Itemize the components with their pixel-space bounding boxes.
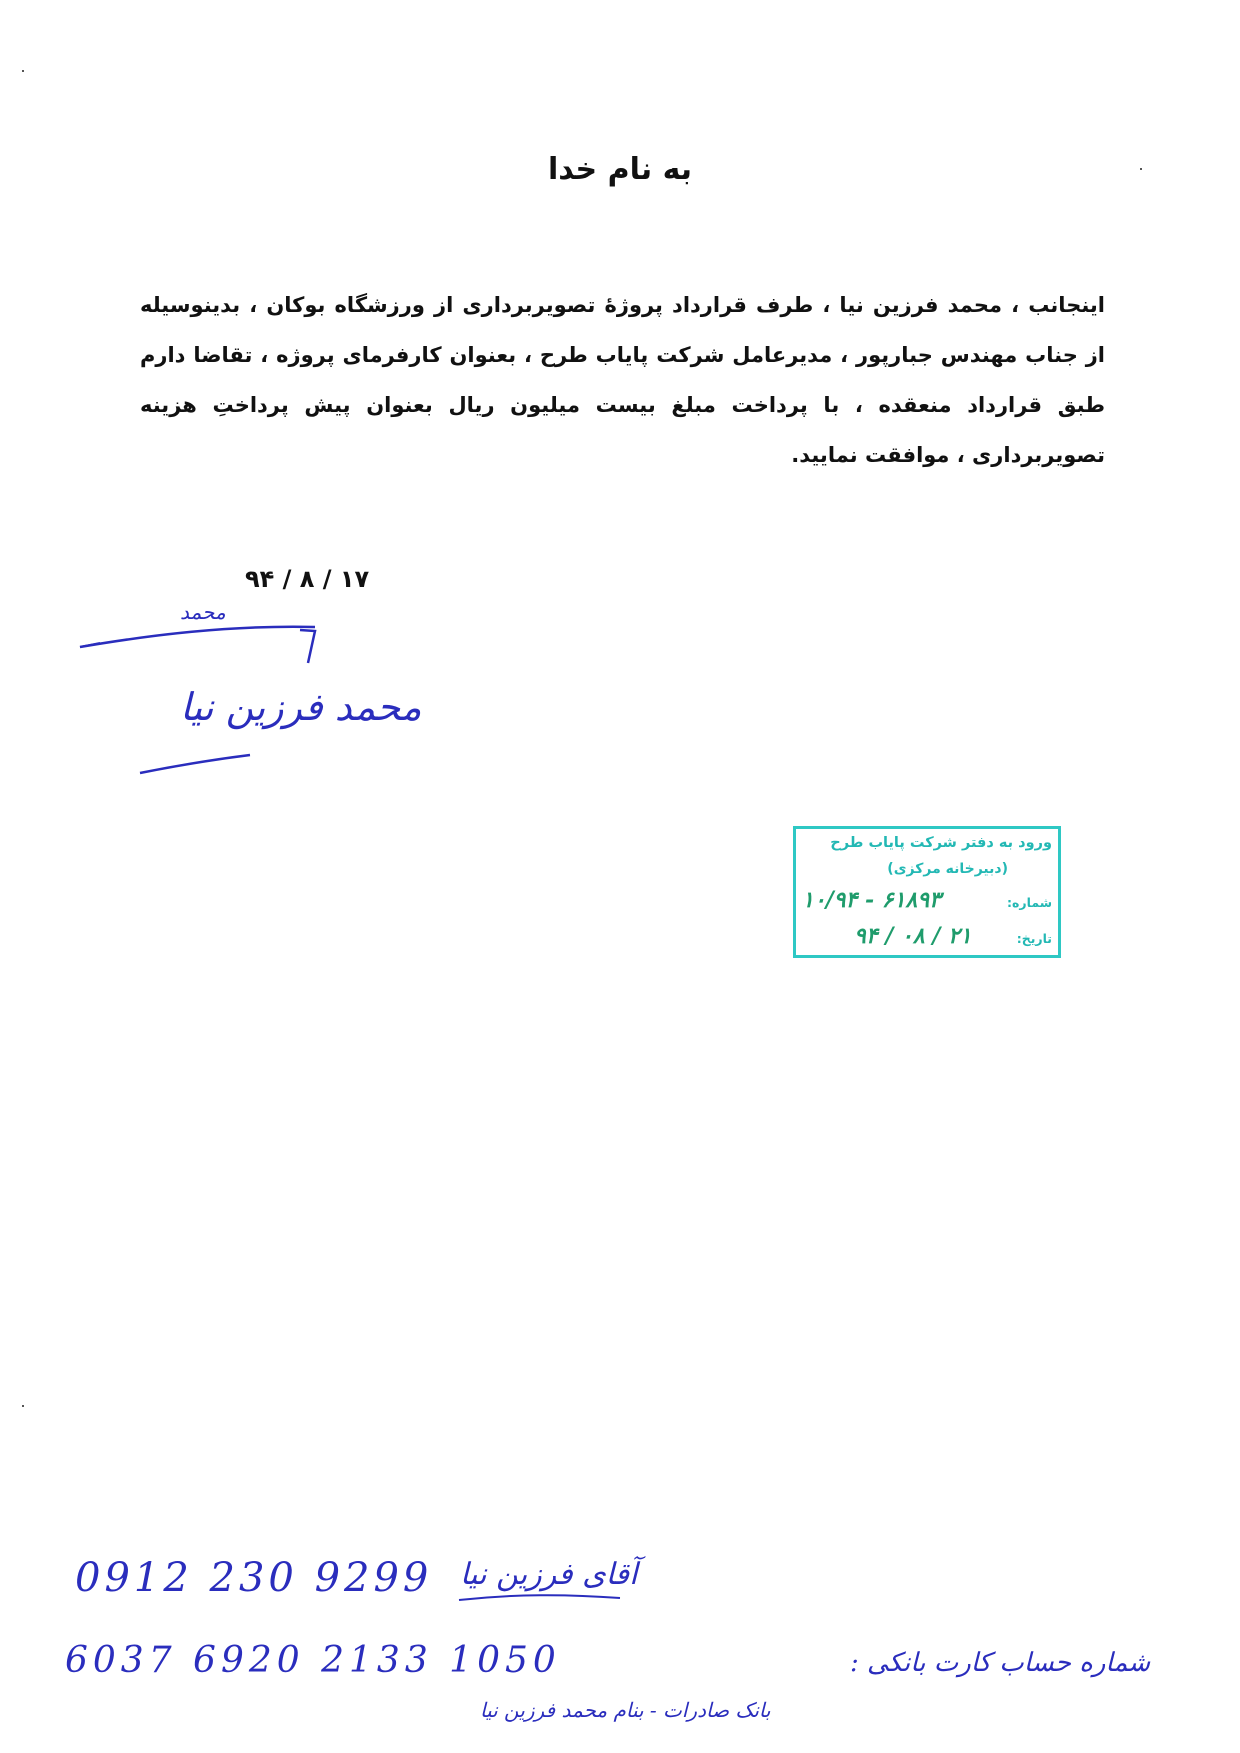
contact-underline <box>455 1592 625 1604</box>
signature: محمد فرزین نیا <box>180 685 422 729</box>
bank-note: بانک صادرات - بنام محمد فرزین نیا <box>480 1698 771 1722</box>
scan-speck <box>22 70 24 72</box>
contact-name: آقای فرزین نیا <box>460 1557 638 1592</box>
account-number: 6037 6920 2133 1050 <box>65 1640 561 1681</box>
stamp-date-label: تاریخ: <box>1016 931 1052 946</box>
letter-date: ۹۴ / ۸ / ۱۷ <box>245 565 370 593</box>
stamp-number-value: ۱۰/۹۴ - ۶۱۸۹۳ <box>802 887 941 913</box>
stamp-number-label: شماره: <box>1007 895 1052 910</box>
letter-heading: به نام خدا <box>547 152 693 187</box>
registration-stamp <box>793 826 1061 958</box>
phone-number: 0912 230 9299 <box>75 1555 433 1601</box>
scan-speck <box>1140 168 1142 170</box>
account-label: شماره حساب کارت بانکی : <box>850 1648 1151 1678</box>
signature-initial: محمد <box>180 600 226 624</box>
stamp-title: ورود به دفتر شرکت پایاب طرح <box>830 835 1052 851</box>
stamp-date-value: ۹۴ / ۰۸ / ۲۱ <box>854 923 972 949</box>
scan-speck <box>22 1405 24 1407</box>
letter-body: اینجانب ، محمد فرزین نیا ، طرف قرارداد پروژهٔ تصویربرداری از ورزشگاه بوکان ، بدینوسیله از جناب مهندس جبارپور ، مدیرعامل شرکت پایاب طرح ، بعنوان کارفرمای پروژه ، تقاضا دارم طبق قرارداد منعقده ، با پرداخت مبلغ بیست میلیون ریال بعنوان پیش پرداختِ هزینه تصویربرداری ، موافقت نمایید. <box>140 293 1105 467</box>
stamp-subtitle: (دبیرخانه مرکزی) <box>887 861 1008 877</box>
